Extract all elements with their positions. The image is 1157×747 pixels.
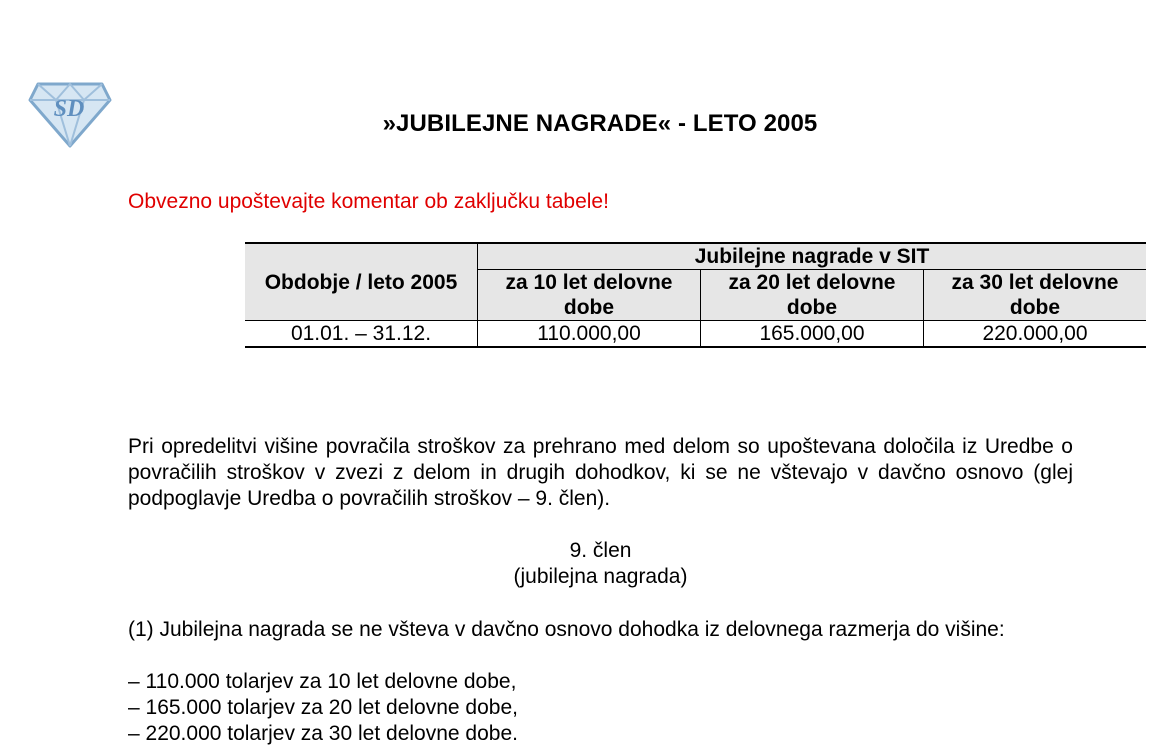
warning-note: Obvezno upoštevajte komentar ob zaključku tabele! [128,190,609,213]
value-30-years: 220.000,00 [924,321,1147,348]
logo-lettering: SD [53,96,85,122]
col-10-years-header: za 10 let delovne dobe [478,270,701,321]
list-item: – 165.000 tolarjev za 20 let delovne dobe, [128,696,518,719]
article-number: 9. člen [569,539,632,562]
group-header: Jubilejne nagrade v SIT [478,243,1147,270]
article-paragraph: (1) Jubilejna nagrada se ne všteva v davčno osnovo dohodka iz delovnega razmerja do višine: [128,618,1005,641]
awards-table [245,242,1146,348]
article-subtitle: (jubilejna nagrada) [513,565,688,588]
value-10-years: 110.000,00 [478,321,701,348]
list-item: – 220.000 tolarjev za 30 let delovne dobe. [128,722,518,745]
intro-paragraph: Pri opredelitvi višine povračila stroškov za prehrano med delom so upoštevana določila iz Uredbe o povračilih stroškov v zvezi z delom in drugih dohodkov, ki se ne vštevajo v davčno osnovo (glej podpoglavje Uredba o povračilih stroškov – 9. člen). [128,435,1073,510]
period-cell: 01.01. – 31.12. [245,321,478,348]
period-header: Obdobje / leto 2005 [245,243,478,321]
list-item: – 110.000 tolarjev za 10 let delovne dobe, [128,670,517,693]
col-20-years-header: za 20 let delovne dobe [701,270,924,321]
page-title: »JUBILEJNE NAGRADE« - LETO 2005 [382,110,818,137]
value-20-years: 165.000,00 [701,321,924,348]
col-30-years-header: za 30 let delovne dobe [924,270,1147,321]
